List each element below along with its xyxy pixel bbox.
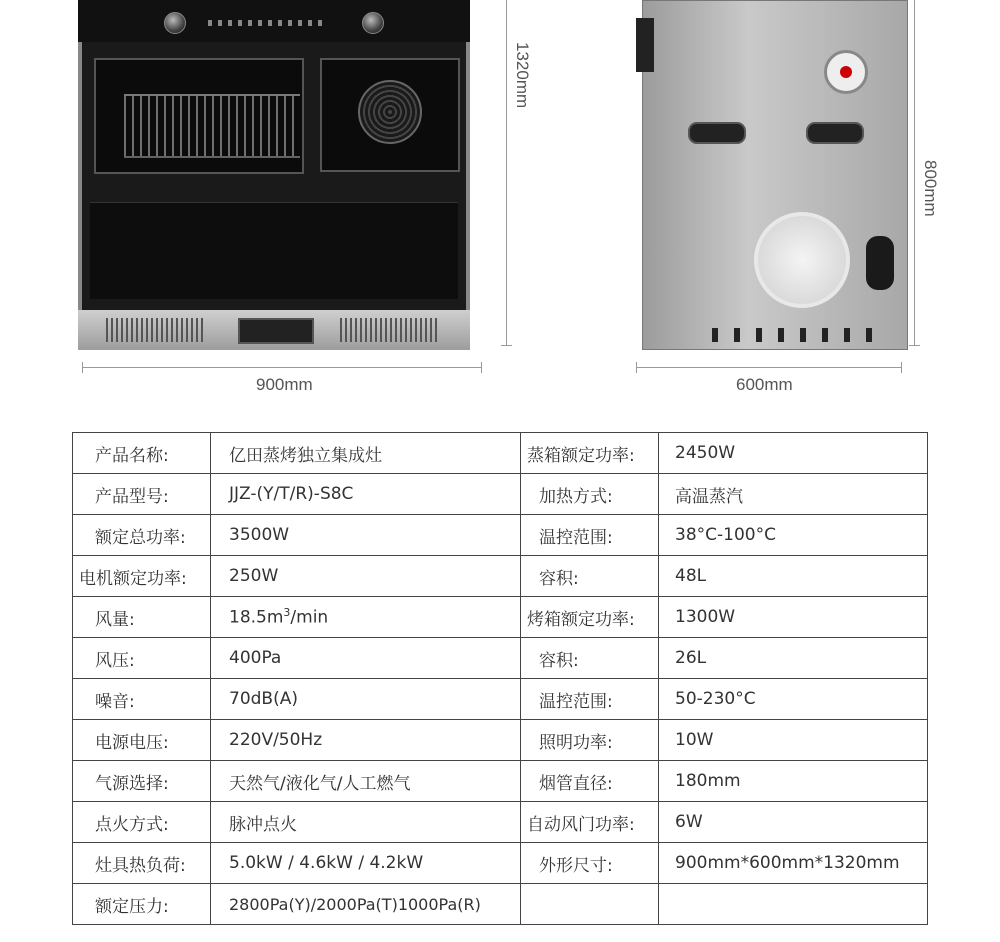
depth-label: 600mm [736, 375, 793, 394]
spec-value [659, 884, 928, 925]
spec-table [72, 432, 928, 925]
table-row [73, 433, 928, 474]
base-plinth [78, 310, 470, 350]
control-panel [78, 0, 470, 43]
spec-label: 加热方式: [521, 474, 659, 515]
spec-label: 点火方式: [73, 802, 211, 843]
spec-value: 2450W [659, 433, 928, 474]
vent-left [106, 318, 206, 342]
spec-label: 噪音: [73, 679, 211, 720]
table-row [73, 679, 928, 720]
oven-window-left [94, 58, 304, 174]
width-dimension-line [82, 367, 482, 368]
spec-value: 180mm [659, 761, 928, 802]
spec-value: 6W [659, 802, 928, 843]
spec-value: 70dB(A) [211, 679, 521, 720]
spec-label: 产品型号: [73, 474, 211, 515]
spec-label: 灶具热负荷: [73, 843, 211, 884]
spec-value [211, 597, 521, 638]
table-row [73, 638, 928, 679]
table-row [73, 597, 928, 638]
side-lip [636, 18, 654, 72]
spec-value: 10W [659, 720, 928, 761]
spec-label [521, 884, 659, 925]
spec-label: 产品名称: [73, 433, 211, 474]
width-label: 900mm [256, 375, 313, 394]
spec-label: 风压: [73, 638, 211, 679]
spec-value: 26L [659, 638, 928, 679]
slot-right-icon [806, 122, 864, 144]
spec-value: 3500W [211, 515, 521, 556]
side-height-label: 800mm [921, 160, 940, 217]
spec-label: 容积: [521, 638, 659, 679]
side-view-image [636, 0, 908, 350]
spec-value: JJZ-(Y/T/R)-S8C [211, 474, 521, 515]
table-row [73, 843, 928, 884]
spec-value: 2800Pa(Y)/2000Pa(T)1000Pa(R) [211, 884, 521, 925]
product-images [0, 0, 1000, 420]
spec-label: 额定总功率: [73, 515, 211, 556]
spec-label: 外形尺寸: [521, 843, 659, 884]
fan-icon [358, 80, 422, 144]
gas-valve-icon [824, 50, 868, 94]
spec-value: 天然气/液化气/人工燃气 [211, 761, 521, 802]
spec-value: 1300W [659, 597, 928, 638]
vent-holes [712, 328, 882, 342]
knob-left-icon [164, 12, 186, 34]
spec-value: 900mm*600mm*1320mm [659, 843, 928, 884]
spec-value: 48L [659, 556, 928, 597]
height-label: 1320mm [513, 42, 532, 109]
spec-value: 50-230°C [659, 679, 928, 720]
spec-value: 220V/50Hz [211, 720, 521, 761]
control-buttons [208, 20, 328, 26]
depth-dimension-line [636, 367, 902, 368]
table-row [73, 474, 928, 515]
slot-left-icon [688, 122, 746, 144]
spec-value: 5.0kW / 4.6kW / 4.2kW [211, 843, 521, 884]
airflow-unit: /min [290, 607, 329, 628]
spec-label: 自动风门功率: [521, 802, 659, 843]
power-socket-icon [866, 236, 894, 290]
knob-right-icon [362, 12, 384, 34]
spec-label: 烤箱额定功率: [521, 597, 659, 638]
table-row [73, 884, 928, 925]
spec-value: 亿田蒸烤独立集成灶 [211, 433, 521, 474]
spec-value: 脉冲点火 [211, 802, 521, 843]
spec-table-body [73, 433, 928, 925]
airflow-exponent: 3 [283, 606, 291, 620]
spec-label: 容积: [521, 556, 659, 597]
table-row [73, 556, 928, 597]
height-dimension-line [506, 0, 507, 346]
spec-label: 温控范围: [521, 515, 659, 556]
table-row [73, 761, 928, 802]
spec-label: 烟管直径: [521, 761, 659, 802]
front-view-image [78, 0, 470, 350]
rack-icon [124, 94, 300, 158]
vent-right [340, 318, 440, 342]
spec-label: 电机额定功率: [73, 556, 211, 597]
steam-window-right [320, 58, 460, 172]
spec-label: 蒸箱额定功率: [521, 433, 659, 474]
spec-value: 400Pa [211, 638, 521, 679]
spec-value: 高温蒸汽 [659, 474, 928, 515]
drawer-handle-icon [238, 318, 314, 344]
spec-value: 250W [211, 556, 521, 597]
spec-value: 38°C-100°C [659, 515, 928, 556]
spec-label: 照明功率: [521, 720, 659, 761]
table-row [73, 720, 928, 761]
flue-outlet-icon [754, 212, 850, 308]
spec-label: 额定压力: [73, 884, 211, 925]
spec-label: 风量: [73, 597, 211, 638]
drawer-panel [90, 202, 458, 299]
spec-label: 气源选择: [73, 761, 211, 802]
table-row [73, 515, 928, 556]
airflow-value: 18.5m [229, 607, 284, 628]
oven-body [78, 42, 470, 310]
spec-label: 电源电压: [73, 720, 211, 761]
spec-label: 温控范围: [521, 679, 659, 720]
side-height-dimension-line [914, 0, 915, 346]
table-row [73, 802, 928, 843]
